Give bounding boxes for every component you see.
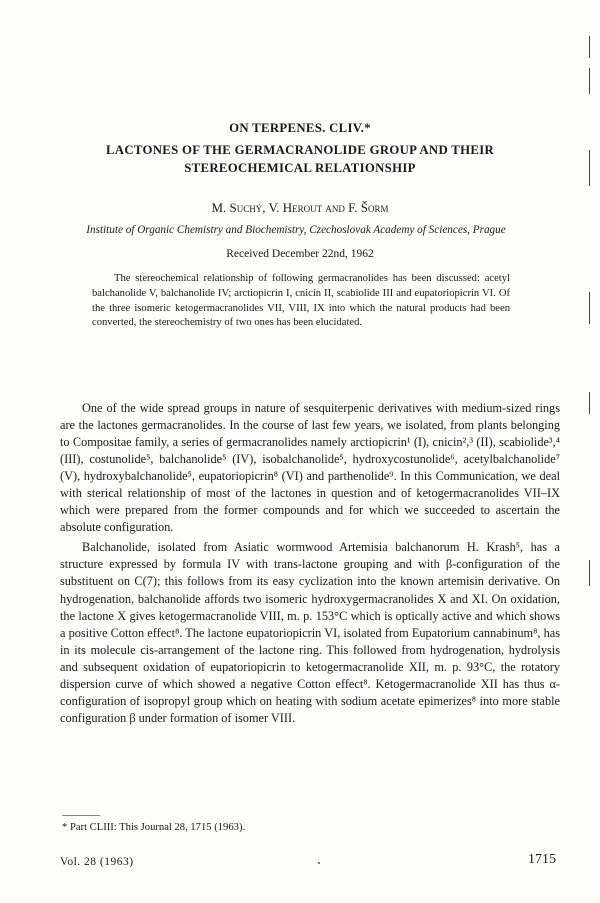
scan-edge-mark (589, 36, 590, 58)
paragraph: Balchanolide, isolated from Asiatic wormwood Artemisia balchanorum H. Krash⁵, has a structure expressed by formula IV with trans-lactone grouping and with β-configuration of the substituent on C(7); this follows from its easy cyclization into the known artemisin derivative. On hydrogenation, balchanolide affords two isomeric hydroxygermacranolides X and XI. On oxidation, the lactone X gives ketogermacranolide VIII, m. p. 153°C which is optically active and which shows a positive Cotton effect⁸. The lactone eupatoriopicrin VI, isolated from Eupatorium cannabinum⁸, has in its molecule cis-arrangement of the lactone ring. This followed from hydrogenation, hydrolysis and subsequent oxidation of eupatoriopicrin to ketogermacranolide XII, m. p. 93°C, the rotatory dispersion curve of which showed a negative Cotton effect⁸. Ketogermacranolide XII has thus α-configuration of isopropyl group which on heating with sodium acetate epimerizes⁸ into more stable configuration β under formation of isomer VIII. (60, 540, 560, 725)
scan-edge-mark (589, 292, 590, 324)
page-number: 1715 (528, 852, 556, 867)
article-title-line-2: LACTONES OF THE GERMACRANOLIDE GROUP AND THEIR (105, 143, 495, 157)
authors: M. Suchý, V. Herout and F. Šorm (211, 200, 389, 215)
footnote-rule (62, 815, 100, 816)
received-date: Received December 22nd, 1962 (226, 248, 374, 260)
article-title-line-1: ON TERPENES. CLIV.* (229, 121, 371, 135)
paragraph: One of the wide spread groups in nature of sesquiterpenic derivatives with medium-sized rings are the lactones germacranolides. In the course of last few years, we isolated, from plants belonging to Compositae family, a series of germacranolides namely arctiopicrin¹ (I), cnicin²,³ (II), scabiolide³,⁴ (III), costunolide⁵, balchanolide⁵ (IV), isobalchanolide⁵, hydroxycostunolide⁶, acetylbalchanolide⁷ (V), hydroxybalchanolide⁵, eupatoriopicrin⁸ (VI) and parthenolide⁹. In this Communication, we deal with sterical relationship of most of the lactones in question and of ketogermacranolides VII–IX which were prepared from the former compounds and for which we succeeded to ascertain the absolute configuration. (60, 401, 560, 535)
abstract: The stereochemical relationship of following germacranolides has been discussed: acetyl balchanolide V, balchanolide IV; arctiopicrin I, cnicin II, scabiolide III and eupatoriopicrin VI. Of the three isomeric ketogermacranolides VII, VIII, IX into which the natural products had been converted, the stereochemistry of two ones has been elucidated. (92, 273, 510, 329)
affiliation: Institute of Organic Chemistry and Biochemistry, Czechoslovak Academy of Sciences, Prague (86, 224, 506, 236)
scan-edge-mark (589, 68, 590, 94)
journal-volume: Vol. 28 (1963) (60, 856, 134, 868)
scan-edge-mark (589, 560, 590, 586)
footnote: * Part CLIII: This Journal 28, 1715 (1963). (62, 822, 246, 833)
body-text (60, 400, 560, 727)
scan-edge-mark (589, 392, 590, 414)
article-title-line-3: STEREOCHEMICAL RELATIONSHIP (184, 161, 416, 175)
scan-dot (318, 862, 320, 864)
scan-edge-mark (589, 150, 590, 186)
